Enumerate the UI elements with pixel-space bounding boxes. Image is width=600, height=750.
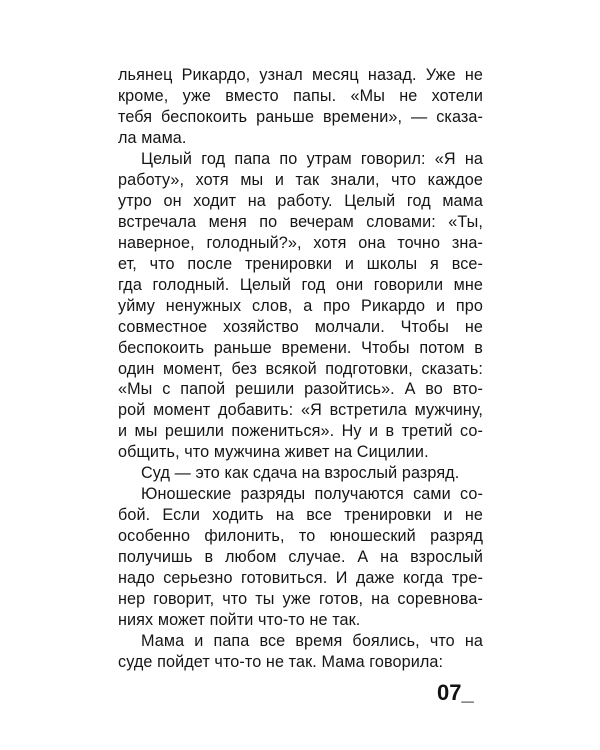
text-line: особенно филонить, то юношеский разряд — [118, 527, 483, 545]
text-line: и мы решили пожениться». Ну и в третий со- — [118, 422, 483, 440]
text-line: бой. Если ходить на все тренировки и не — [118, 506, 483, 524]
text-line: общить, что мужчина живет на Сицилии. — [118, 443, 429, 461]
text-line: ниях может пойти что-то не так. — [118, 611, 361, 629]
text-line: тебя беспокоить раньше времени», — сказа- — [118, 108, 483, 126]
text-line: ет, что после тренировки и школы я все- — [118, 255, 483, 273]
text-line: наверное, голодный?», хотя она точно зна- — [118, 234, 483, 252]
text-line: один момент, без всякой подготовки, сказать: — [118, 360, 483, 378]
text-line: «Мы с папой решили разойтись». А во вто- — [118, 380, 483, 398]
text-line: встречала меня по вечерам словами: «Ты, — [118, 213, 483, 231]
text-line: беспокоить раньше времени. Чтобы потом в — [118, 339, 483, 357]
text-line: утро он ходит на работу. Целый год мама — [118, 192, 483, 210]
paragraph-first-line: Юношеские разряды получаются сами со- — [141, 485, 483, 503]
text-line: работу», хотя мы и так знали, что каждое — [118, 171, 483, 189]
page-number: 07_ — [437, 680, 474, 705]
paragraph-first-line: Суд — это как сдача на взрослый разряд. — [141, 464, 460, 482]
text-line: получишь в любом случае. А на взрослый — [118, 548, 483, 566]
text-line: кроме, уже вместо папы. «Мы не хотели — [118, 87, 483, 105]
paragraph-first-line: Целый год папа по утрам говорил: «Я на — [141, 150, 483, 168]
text-line: льянец Рикардо, узнал месяц назад. Уже не — [118, 66, 483, 84]
text-line: рой момент добавить: «Я встретила мужчину, — [118, 401, 483, 419]
paragraph-first-line: Мама и папа все время боялись, что на — [141, 632, 483, 650]
text-line: уйму ненужных слов, а про Рикардо и про — [118, 297, 483, 315]
text-line: ла мама. — [118, 129, 187, 147]
text-line: надо серьезно готовиться. И даже когда тре- — [118, 569, 483, 587]
text-line: нер говорит, что ты уже готов, на соревнова- — [118, 590, 483, 608]
text-line: суде пойдет что-то не так. Мама говорила: — [118, 653, 444, 671]
text-line: гда голодный. Целый год они говорили мне — [118, 276, 483, 294]
text-line: совместное хозяйство молчали. Чтобы не — [118, 318, 483, 336]
